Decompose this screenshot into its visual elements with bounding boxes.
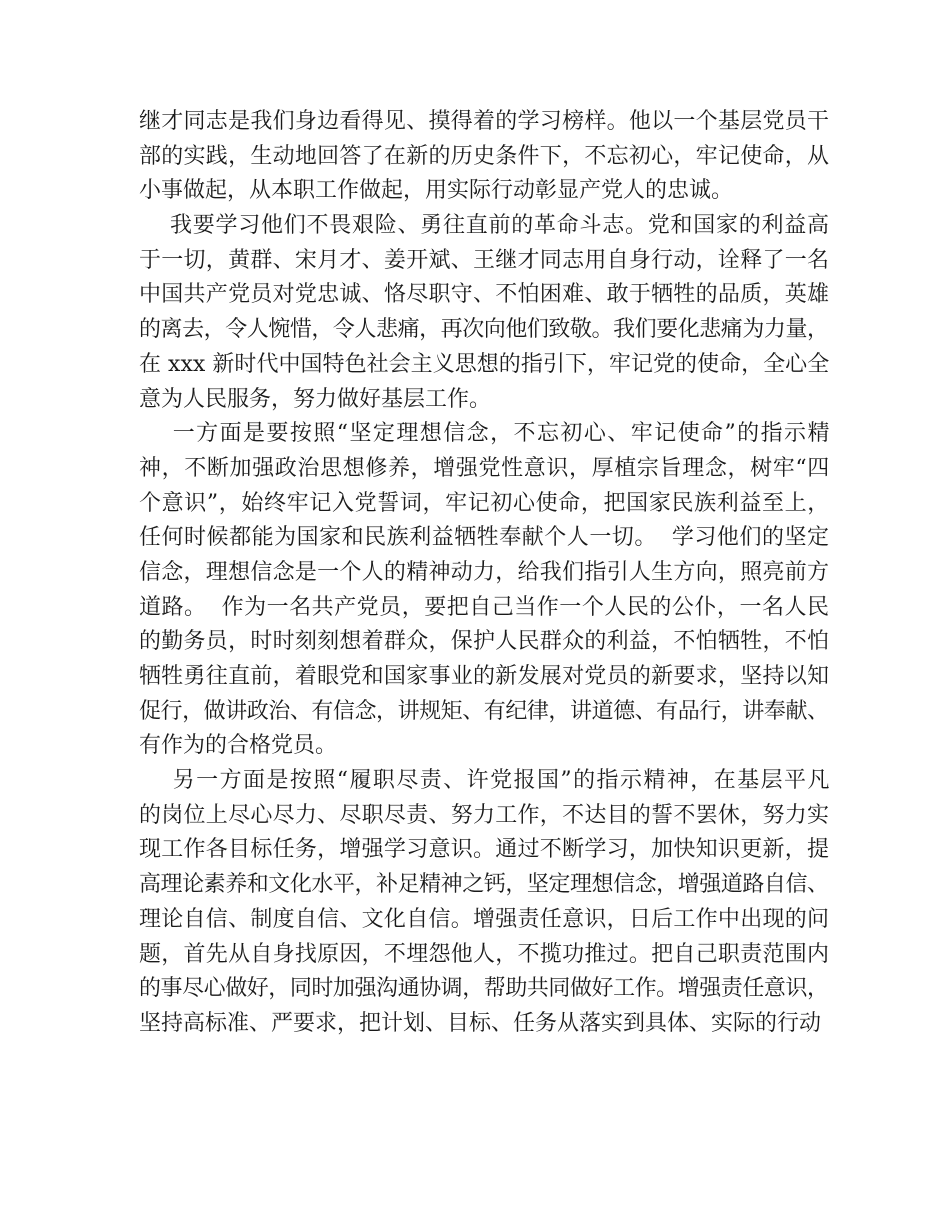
text-line: 的岗位上尽心尽力、尽职尽责、努力工作，不达目的誓不罢休，努力实 <box>139 802 830 828</box>
paragraph <box>139 417 829 764</box>
text-line: 神，不断加强政治思想修养，增强党性意识，厚植宗旨理念，树牢“四 <box>139 455 830 481</box>
text-line: 的离去，令人惋惜，令人悲痛，再次向他们致敬。我们要化悲痛为力量， <box>139 317 829 343</box>
text-line: 促行，做讲政治、有信念，讲规矩、有纪律，讲道德、有品行，讲奉献、 <box>139 698 829 724</box>
text-line: 于一切，黄群、宋月才、姜开斌、王继才同志用自身行动，诠释了一名 <box>139 247 830 273</box>
text-line: 的事尽心做好，同时加强沟通协调，帮助共同做好工作。增强责任意识， <box>139 976 829 1002</box>
text-line: 任何时候都能为国家和民族利益牺牲奉献个人一切。 学习他们的坚定 <box>139 525 830 551</box>
document-body <box>139 105 829 1042</box>
paragraph <box>139 209 829 417</box>
text-line: 一方面是要按照“坚定理想信念，不忘初心、牢记使命”的指示精 <box>139 421 831 447</box>
paragraph <box>139 764 829 1042</box>
text-line: 高理论素养和文化水平，补足精神之钙，坚定理想信念，增强道路自信、 <box>139 872 829 898</box>
text-line: 另一方面是按照“履职尽责、许党报国”的指示精神，在基层平凡 <box>139 768 831 794</box>
text-line: 牺牲勇往直前，着眼党和国家事业的新发展对党员的新要求，坚持以知 <box>139 664 830 689</box>
text-line: 部的实践，生动地回答了在新的历史条件下，不忘初心，牢记使命，从 <box>139 143 830 169</box>
text-line: 我要学习他们不畏艰险、勇往直前的革命斗志。党和国家的利益高 <box>139 213 830 239</box>
text-line: 在 xxx 新时代中国特色社会主义思想的指引下，牢记党的使命，全心全 <box>139 351 830 377</box>
text-line: 个意识”，始终牢记入党誓词，牢记初心使命，把国家民族利益至上， <box>139 490 830 516</box>
text-line: 坚持高标准、严要求，把计划、目标、任务从落实到具体、实际的行动 <box>139 1010 822 1036</box>
text-line: 小事做起，从本职工作做起，用实际行动彰显产党人的忠诚。 <box>139 178 734 204</box>
text-line: 继才同志是我们身边看得见、摸得着的学习榜样。他以一个基层党员干 <box>139 109 830 134</box>
text-line: 的勤务员，时时刻刻想着群众，保护人民群众的利益，不怕牺牲，不怕 <box>139 629 830 655</box>
text-line: 意为人民服务，努力做好基层工作。 <box>139 386 492 412</box>
paragraph <box>139 105 829 209</box>
text-line: 信念，理想信念是一个人的精神动力，给我们指引人生方向，照亮前方 <box>139 559 830 585</box>
text-line: 现工作各目标任务，增强学习意识。通过不断学习，加快知识更新，提 <box>139 837 830 863</box>
text-line: 有作为的合格党员。 <box>139 733 338 759</box>
text-line: 题，首先从自身找原因，不埋怨他人，不揽功推过。把自己职责范围内 <box>139 941 830 967</box>
text-line: 道路。 作为一名共产党员，要把自己当作一个人民的公仆，一名人民 <box>139 594 830 620</box>
text-line: 中国共产党员对党忠诚、恪尽职守、不怕困难、敢于牺牲的品质，英雄 <box>139 282 830 308</box>
text-line: 理论自信、制度自信、文化自信。增强责任意识，日后工作中出现的问 <box>139 906 830 932</box>
